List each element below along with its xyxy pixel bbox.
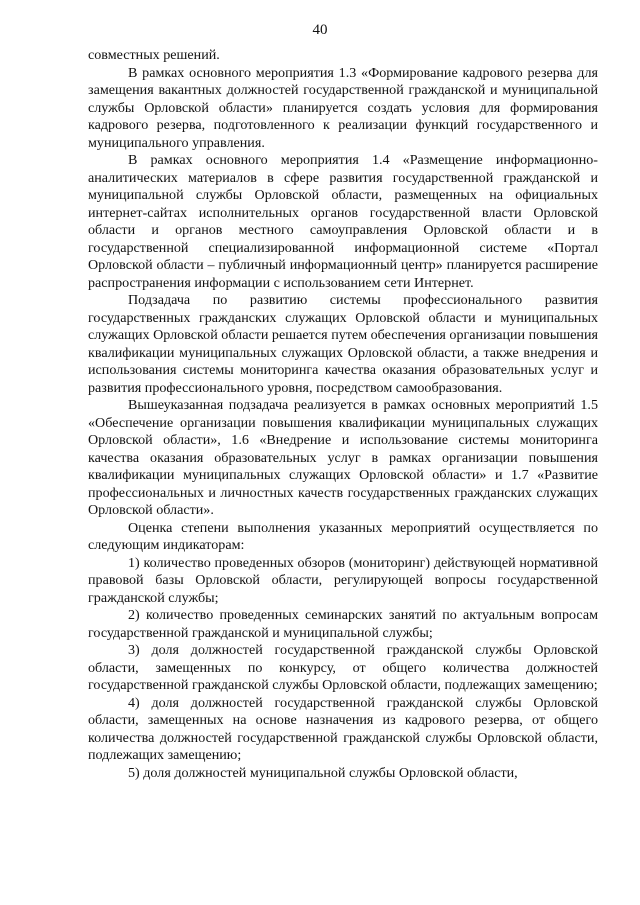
paragraph-subtask-development: Подзадача по развитию системы профессионального развития государственных гражданских служащих Орловской области и муниципальных служащих Орловской области решается путем обеспечения организации повышения квалификации муниципальных служащих Орловской области, а также внедрения и использования системы мониторинга качества оказания образовательных услуг и развития профессионального уровня, посредством самообразования. bbox=[88, 292, 598, 396]
paragraph-measure-1-4: В рамках основного мероприятия 1.4 «Размещение информационно-аналитических материалов в сфере развития государственной гражданской и муниципальной службы Орловской области, размещенных на официальных интернет-сайтах исполнительных органов государственной власти Орловской области и органов местного самоуправления Орловской области и в государственной специализированной информационной системе «Портал Орловской области – публичный информационный центр» планируется расширение распространения информации с использованием сети Интернет. bbox=[88, 152, 598, 291]
document-body bbox=[88, 47, 598, 782]
indicator-item-5: 5) доля должностей муниципальной службы Орловской области, bbox=[128, 764, 518, 781]
paragraph-continuation: совместных решений. bbox=[88, 47, 220, 63]
indicator-item-2: 2) количество проведенных семинарских занятий по актуальным вопросам государственной гражданской и муниципальной службы; bbox=[88, 607, 598, 641]
indicator-item-1: 1) количество проведенных обзоров (мониторинг) действующей нормативной правовой базы Орловской области, регулирующей вопросы государственной гражданской службы; bbox=[88, 554, 598, 606]
paragraph-measures-1-5-1-7: Вышеуказанная подзадача реализуется в рамках основных мероприятий 1.5 «Обеспечение организации повышения квалификации муниципальных служащих Орловской области», 1.6 «Внедрение и использование системы мониторинга качества оказания образовательных услуг в рамках организации повышения квалификации муниципальных служащих Орловской области» и 1.7 «Развитие профессиональных и личностных качеств государственных гражданских служащих Орловской области». bbox=[88, 397, 598, 518]
paragraph-indicators-intro: Оценка степени выполнения указанных мероприятий осуществляется по следующим индикаторам: bbox=[88, 519, 598, 553]
indicator-item-3: 3) доля должностей государственной гражданской службы Орловской области, замещенных по конкурсу, от общего количества должностей государственной гражданской службы Орловской области, подлежащих замещению; bbox=[88, 642, 598, 693]
paragraph-measure-1-3: В рамках основного мероприятия 1.3 «Формирование кадрового резерва для замещения вакантных должностей государственной гражданской и муниципальной службы Орловской области» планируется создать условия для формирования кадрового резерва, подготовленного к реализации функций государственного и муниципального управления. bbox=[88, 64, 598, 151]
page-number: 40 bbox=[312, 22, 328, 38]
indicator-item-4: 4) доля должностей государственной гражданской службы Орловской области, замещенных на основе назначения из кадрового резерва, от общего количества должностей государственной гражданской службы Орловской области, подлежащих замещению; bbox=[88, 694, 598, 763]
